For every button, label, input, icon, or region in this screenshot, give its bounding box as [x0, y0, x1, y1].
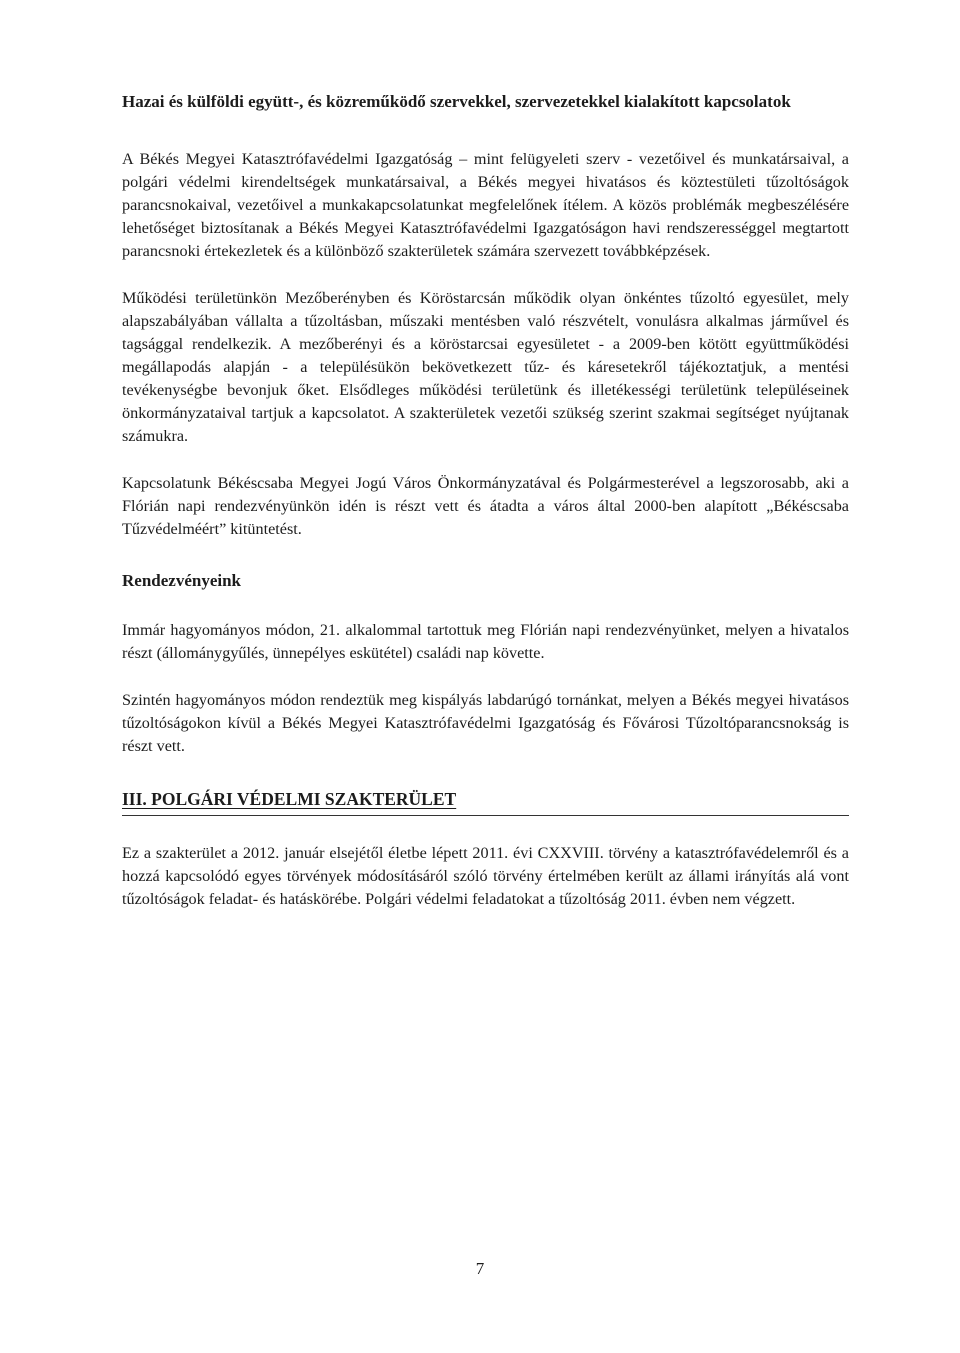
paragraph-kapcsolatok-3: Kapcsolatunk Békéscsaba Megyei Jogú Város Önkormányzatával és Polgármesterével a legszorosabb, aki a Flórián napi rendezvényünkön idén is részt vett és átadta a város által 2000-ben alapított „Békéscsaba Tűzvédelméért” kitüntetést.	[122, 474, 849, 538]
paragraph-rendezvenyeink-1: Immár hagyományos módon, 21. alkalommal tartottuk meg Flórián napi rendezvényünket, melyen a hivatalos részt (állománygyűlés, ünnepélyes eskütétel) családi nap követte.	[122, 621, 849, 662]
section-heading-rendezvenyeink: Rendezvényeink	[122, 571, 241, 590]
section-heading-kapcsolatok: Hazai és külföldi együtt-, és közreműködő szervekkel, szervezetekkel kialakított kapcsolatok	[122, 92, 791, 111]
section-heading-polgari: III. POLGÁRI VÉDELMI SZAKTERÜLET	[122, 789, 457, 809]
paragraph-polgari-1: Ez a szakterület a 2012. január elsejétől életbe lépett 2011. évi CXXVIII. törvény a katasztrófavédelemről és a hozzá kapcsolódó egyes törvények módosításáról szóló törvény értelmében került az állami irányítás alá vont tűzoltóságok feladat- és hatáskörébe. Polgári védelmi feladatokat a tűzoltóság 2011. évben nem végzett.	[122, 844, 849, 908]
paragraph-rendezvenyeink-2: Szintén hagyományos módon rendeztük meg kispályás labdarúgó tornánkat, melyen a Békés megyei hivatásos tűzoltóságokon kívül a Békés Megyei Katasztrófavédelmi Igazgatóság és Fővárosi Tűzoltóparancsnokság is részt vett.	[122, 691, 849, 755]
paragraph-kapcsolatok-1: A Békés Megyei Katasztrófavédelmi Igazgatóság – mint felügyeleti szerv - vezetőivel és munkatársaival, a polgári védelmi kirendeltségek munkatársaival, a Békés megyei hivatásos és köztestületi tűzoltóságok parancsnokaival, vezetőivel a munkakapcsolatunkat megfelelőnek ítélem. A közös problémák megbeszélésére lehetőséget biztosítanak a Békés Megyei Katasztrófavédelmi Igazgatóságon havi rendszerességgel megtartott parancsnoki értekezletek és a különböző szakterületek számára szervezett továbbképzések.	[122, 150, 849, 260]
section-divider	[122, 815, 849, 816]
page-number: 7	[475, 1259, 485, 1278]
paragraph-kapcsolatok-2: Működési területünkön Mezőberényben és Köröstarcsán működik olyan önkéntes tűzoltó egyesület, mely alapszabályában vállalta a tűzoltásban, műszaki mentésben való részvételt, vonulásra alkalmas járművel és tagsággal rendelkezik. A mezőberényi és a köröstarcsai egyesületet - a 2009-ben kötött együttműködési megállapodás alapján - a településükön bekövetkezett tűz- és káresetekről tájékoztatjuk, a mentési tevékenységbe bevonjuk őket. Elsődleges működési területünk és illetékességi területünk településeinek önkormányzataival tartjuk a kapcsolatot. A szakterületek vezetői szükség szerint szakmai segítséget nyújtanak számukra.	[122, 289, 849, 445]
document-page	[122, 90, 849, 911]
section-header-polgari	[122, 787, 849, 816]
